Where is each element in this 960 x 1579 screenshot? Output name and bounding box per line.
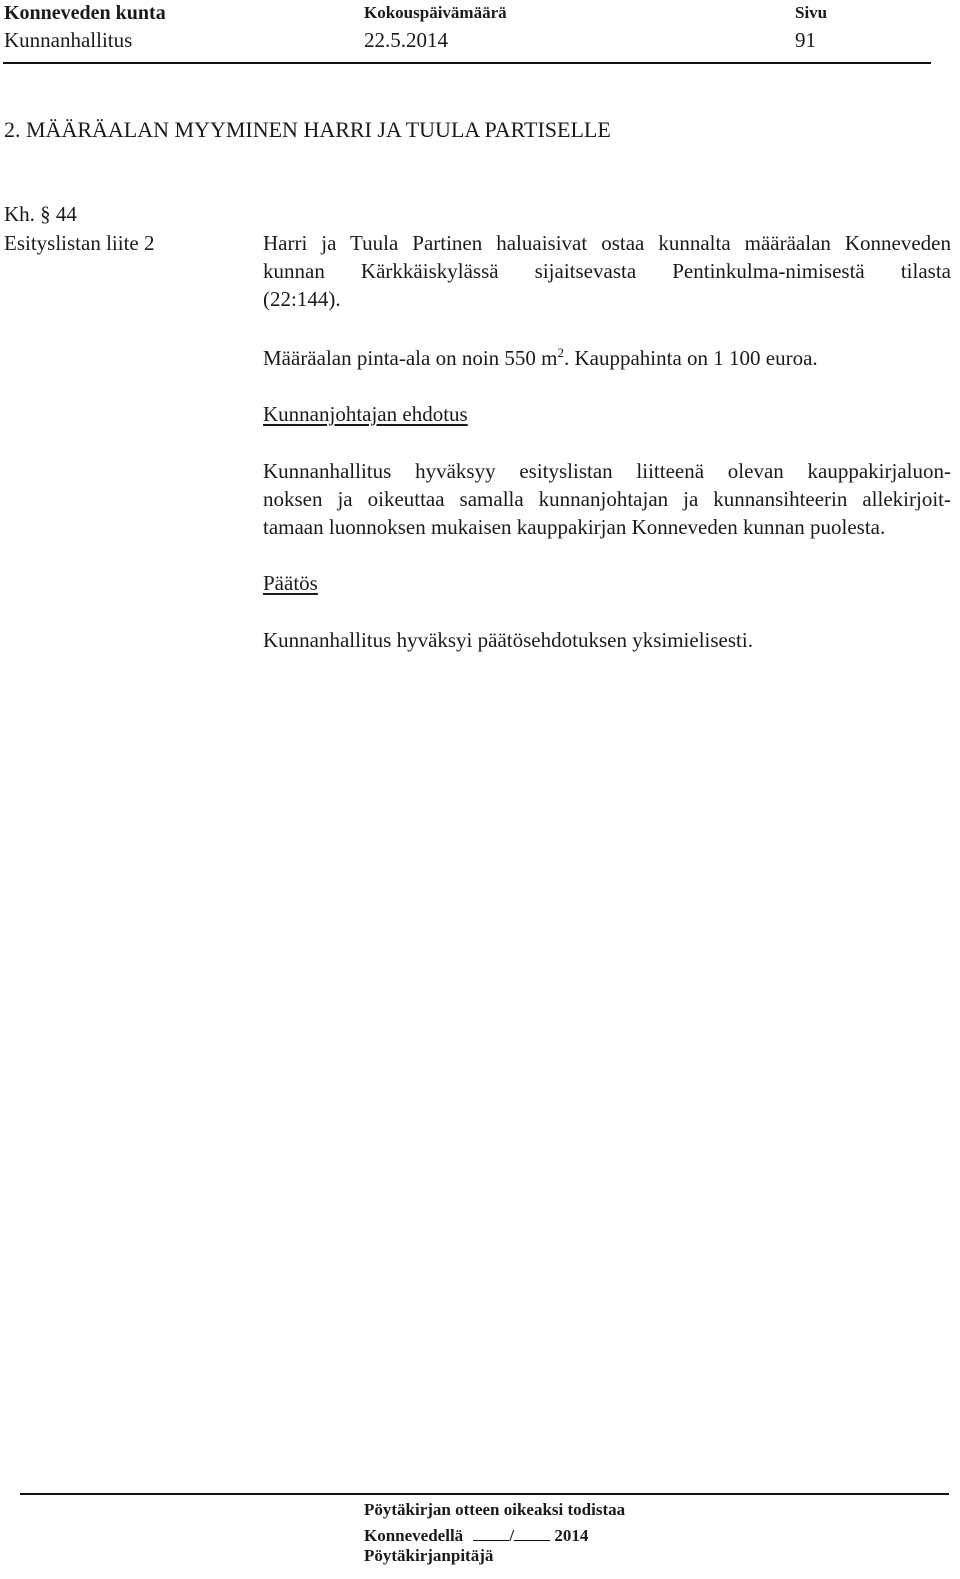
date-slash: / [509, 1526, 515, 1545]
proposal-line: noksen ja oikeuttaa samalla kunnanjohtajan ja kunnansihteerin allekirjoit- [263, 487, 951, 511]
item-title: 2. MÄÄRÄALAN MYYMINEN HARRI JA TUULA PARTISELLE [4, 117, 611, 142]
place: Konnevedellä [364, 1526, 464, 1545]
month-blank [514, 1522, 550, 1541]
page-number: 91 [795, 28, 816, 52]
intro-line: kunnan Kärkkäiskylässä sijaitsevasta Pentinkulma-nimisestä tilasta [263, 259, 951, 283]
proposal-line: Kunnanhallitus hyväksyy esityslistan liitteenä olevan kauppakirjaluon- [263, 459, 951, 483]
certification-place-date [364, 1522, 588, 1547]
proposal-line: tamaan luonnoksen mukaisen kauppakirjan Konneveden kunnan puolesta. [263, 515, 886, 539]
page-label: Sivu [795, 3, 828, 22]
proposal-heading: Kunnanjohtajan ehdotus [263, 402, 468, 426]
attachment-ref: Esityslistan liite 2 [4, 231, 155, 255]
price-text: . Kauppahinta on 1 100 euroa. [563, 346, 818, 370]
area-unit-superscript: 2 [557, 345, 564, 360]
intro-line: (22:144). [263, 287, 341, 311]
committee-name: Kunnanhallitus [4, 28, 133, 52]
minutes-keeper: Pöytäkirjanpitäjä [364, 1546, 494, 1565]
area-price-line [263, 344, 818, 372]
footer-divider [20, 1493, 949, 1495]
area-text: Määräalan pinta-ala on noin 550 m [263, 346, 558, 370]
intro-paragraph [263, 229, 951, 313]
certification-text: Pöytäkirjan otteen oikeaksi todistaa [364, 1500, 626, 1519]
decision-text: Kunnanhallitus hyväksyi päätösehdotuksen yksimielisesti. [263, 628, 753, 652]
header-divider [3, 62, 931, 64]
section-number: Kh. § 44 [4, 202, 77, 226]
year: 2014 [554, 1526, 589, 1545]
meeting-date: 22.5.2014 [364, 28, 448, 52]
organization-name: Konneveden kunta [4, 2, 166, 24]
date-label: Kokouspäivämäärä [364, 3, 507, 22]
decision-heading: Päätös [263, 571, 318, 595]
day-blank [473, 1522, 509, 1541]
intro-line: Harri ja Tuula Partinen haluaisivat ostaa kunnalta määräalan Konneveden [263, 231, 951, 255]
proposal-paragraph [263, 457, 951, 541]
